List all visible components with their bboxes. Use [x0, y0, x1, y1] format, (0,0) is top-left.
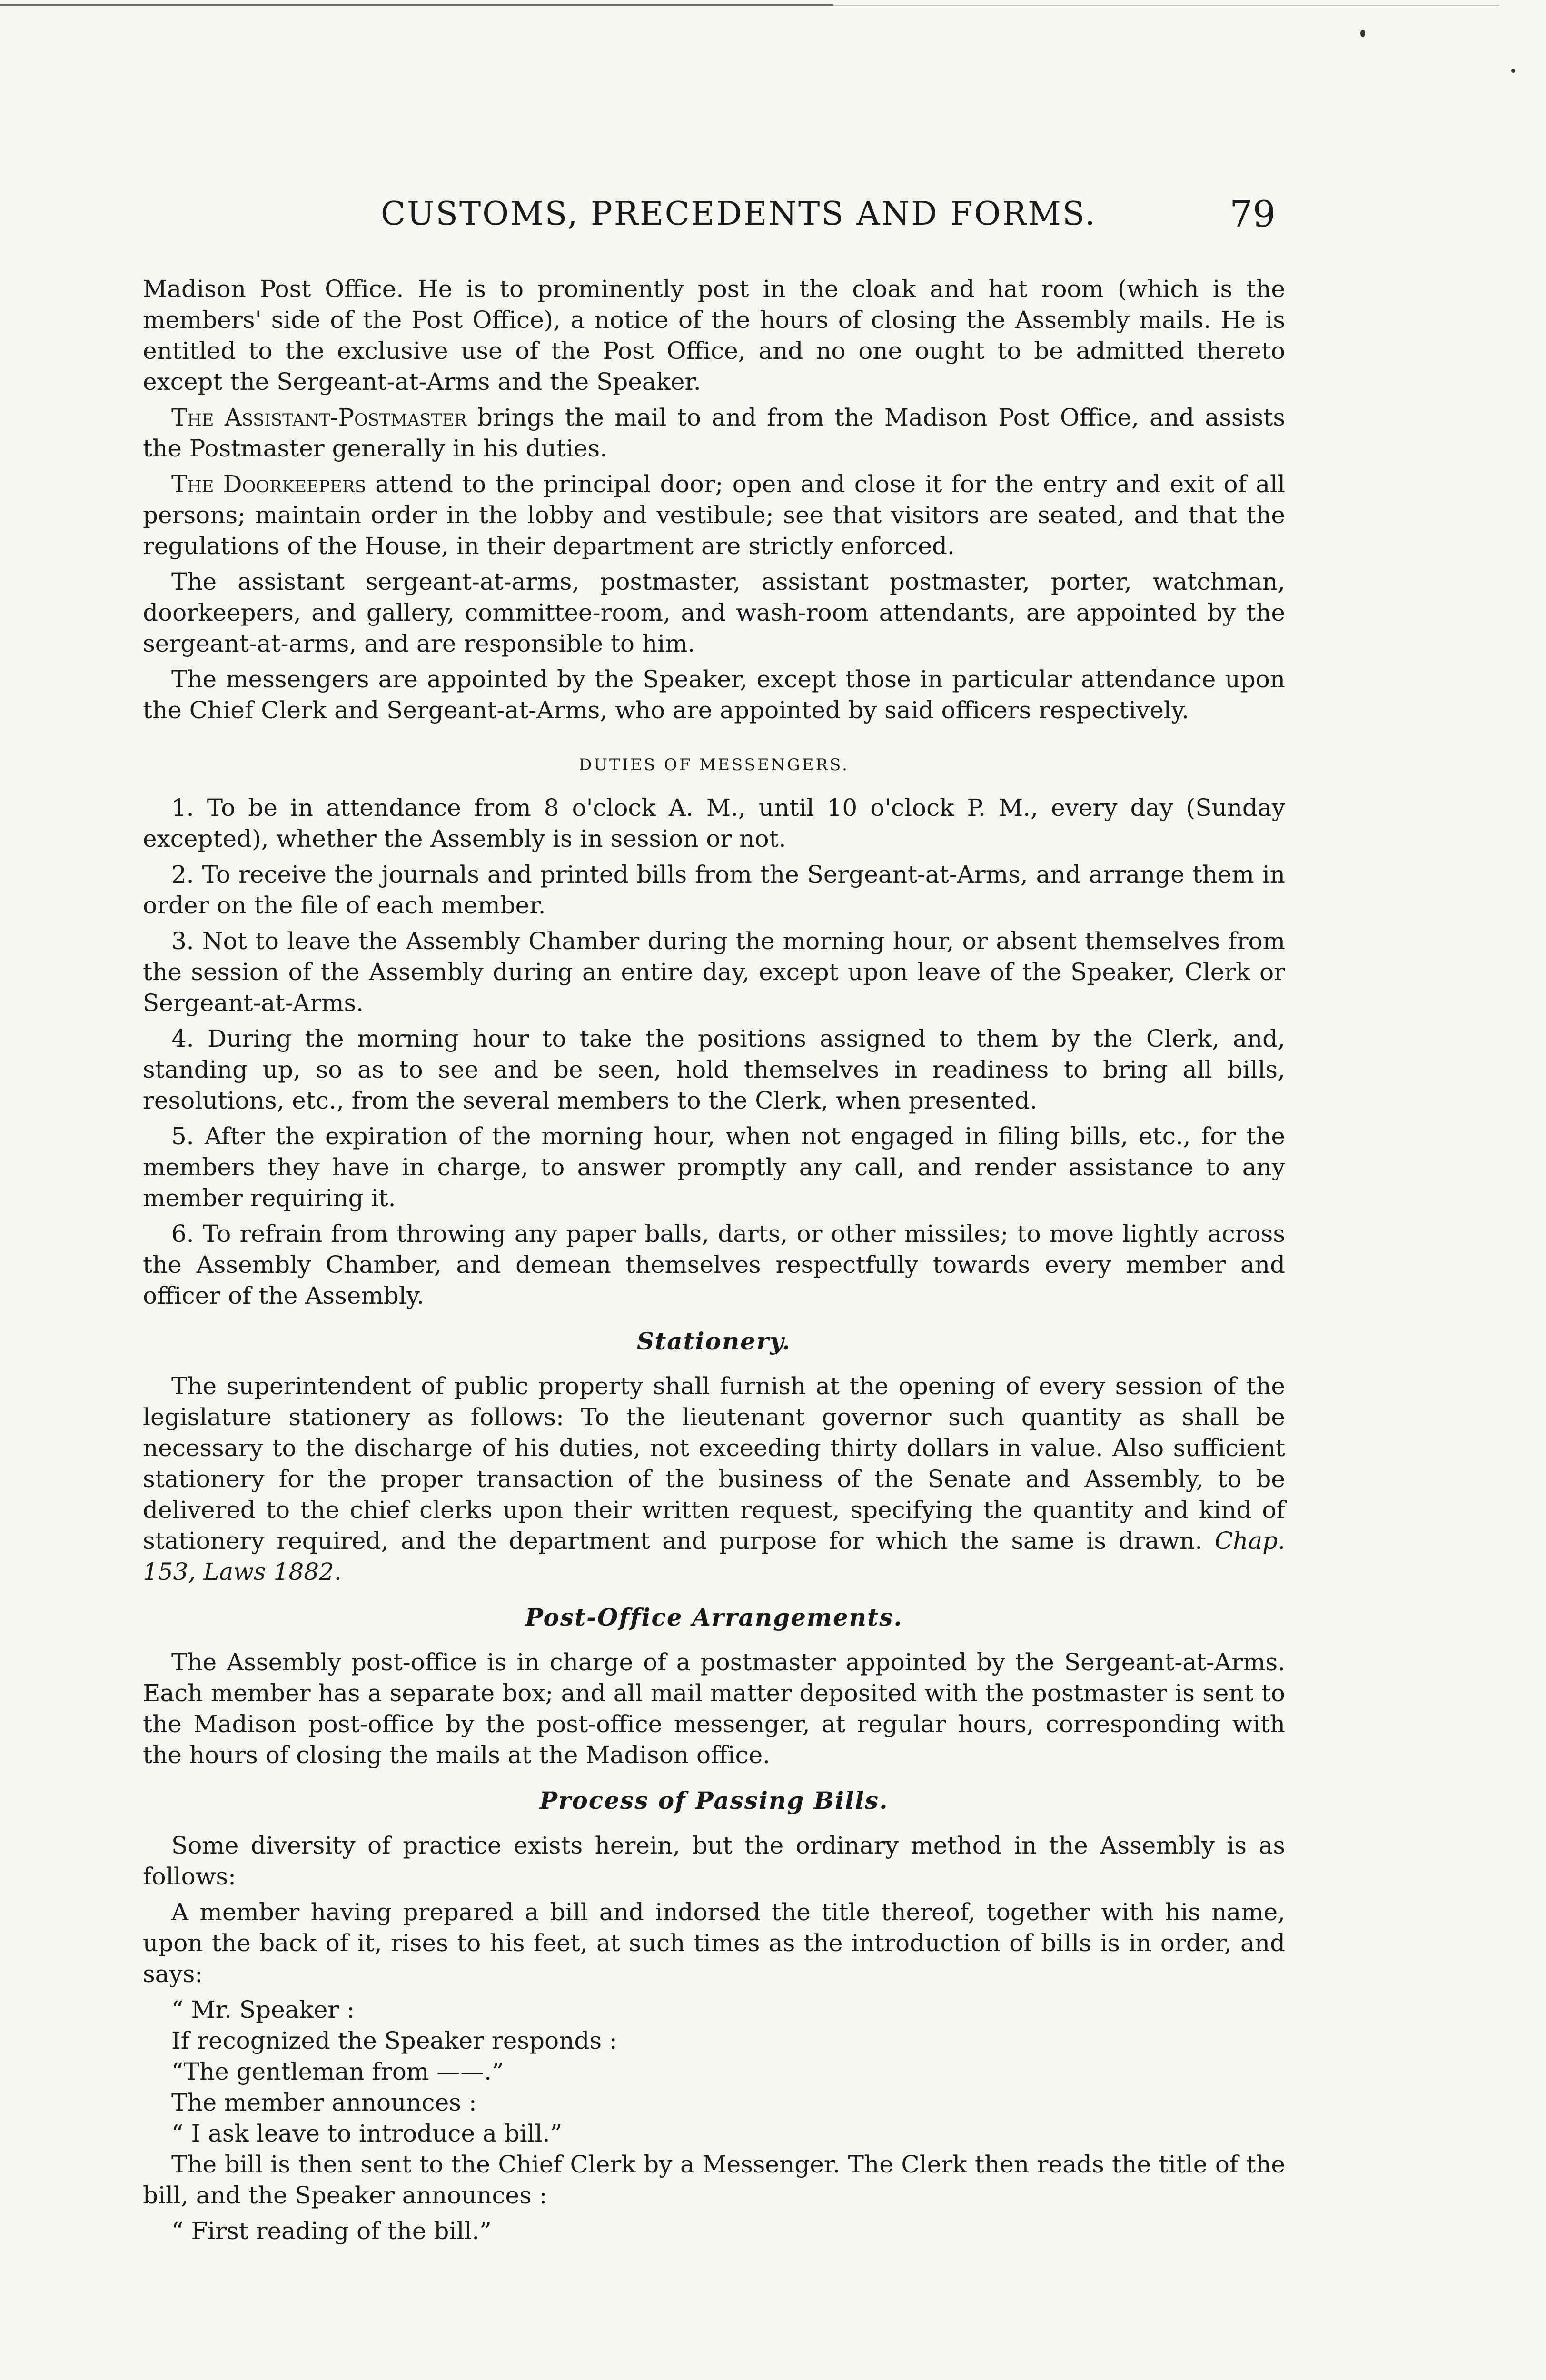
ink-speck: [1511, 69, 1515, 73]
citation-stationery: Chap. 153, Laws 1882.: [143, 1527, 1285, 1586]
paragraph-post-office-continued: Madison Post Office. He is to prominently post in the cloak and hat room (which is the members' side of the Post Office), a notice of the hours of closing the Assembly mails. He is entitled to the exclusive use of the Post Office, and no one ought to be admitted thereto except the Sergeant-at-Arms and the Speaker.: [143, 275, 1285, 396]
running-head: CUSTOMS, PRECEDENTS AND FORMS.: [381, 195, 1097, 233]
lead-doorkeepers: The Doorkeepers: [171, 470, 367, 498]
dialogue-line: “ I ask leave to introduce a bill.”: [171, 2120, 563, 2147]
text-assistant-postmaster: brings the mail to and from the Madison Post Office, and assists the Postmaster generally in his duties.: [143, 404, 1285, 462]
paragraph-bills-procedure: A member having prepared a bill and indorsed the title thereof, together with his name, upon the back of it, rises to his feet, at such times as the introduction of bills is in order, and says:: [143, 1898, 1285, 1988]
top-edge-rule-faint: [833, 5, 1499, 6]
page-header: [143, 195, 1276, 252]
section-heading-stationery: Stationery.: [636, 1327, 792, 1355]
text-stationery: The superintendent of public property shall furnish at the opening of every session of the legislature stationery as follows: To the lieutenant governor such quantity as shall be necessary to the discharge of his duties, not exceeding thirty dollars in value. Also sufficient stationery for the proper transaction of the business of the Senate and Assembly, to be delivered to the chief clerks upon their written request, specifying the quantity and kind of stationery required, and the department and purpose for which the same is drawn.: [143, 1372, 1285, 1555]
duty-item: 5. After the expiration of the morning hour, when not engaged in filing bills, etc., for the members they have in charge, to answer promptly any call, and render assistance to any member requiring it.: [143, 1122, 1285, 1212]
paragraph-doorkeepers: [143, 469, 1285, 562]
duty-item: 3. Not to leave the Assembly Chamber during the morning hour, or absent themselves from the session of the Assembly during an entire day, except upon leave of the Speaker, Clerk or Sergeant-at-Arms.: [143, 927, 1285, 1017]
paragraph-post-office: The Assembly post-office is in charge of a postmaster appointed by the Sergeant-at-Arms. Each member has a separate box; and all mail matter deposited with the postmaster is sent to the Madison post-office by the post-office messenger, at regular hours, corresponding with the hours of closing the mails at the Madison office.: [143, 1648, 1285, 1769]
duty-item: 4. During the morning hour to take the positions assigned to them by the Clerk, and, standing up, so as to see and be seen, hold themselves in readiness to bring all bills, resolutions, etc., from the several members to the Clerk, when presented.: [143, 1025, 1285, 1114]
paragraph-bills-intro: Some diversity of practice exists herein, but the ordinary method in the Assembly is as follows:: [143, 1832, 1285, 1890]
dialogue-line: “The gentleman from ——.”: [171, 2058, 504, 2085]
section-heading-post-office: Post-Office Arrangements.: [525, 1603, 903, 1631]
section-heading-duties: DUTIES OF MESSENGERS.: [579, 755, 849, 774]
lead-assistant-postmaster: The Assistant-Postmaster: [171, 404, 467, 431]
paragraph-messengers: The messengers are appointed by the Speaker, except those in particular attendance upon the Chief Clerk and Sergeant-at-Arms, who are appointed by said officers respectively.: [143, 665, 1285, 724]
ink-speck: [1360, 30, 1365, 37]
dialogue-line: “ First reading of the bill.”: [171, 2217, 492, 2245]
page-body: [143, 274, 1285, 2247]
dialogue-line: The member announces :: [171, 2089, 477, 2116]
top-edge-rule: [0, 4, 833, 6]
page-number: 79: [1229, 193, 1276, 235]
duty-item: 1. To be in attendance from 8 o'clock A. M., until 10 o'clock P. M., every day (Sunday excepted), whether the Assembly is in session or not.: [143, 794, 1285, 853]
text-doorkeepers: attend to the principal door; open and close it for the entry and exit of all persons; maintain order in the lobby and vestibule; see that visitors are seated, and that the regulations of the House, in their department are strictly enforced.: [143, 470, 1285, 560]
paragraph-appointments: The assistant sergeant-at-arms, postmaster, assistant postmaster, porter, watchman, doorkeepers, and gallery, committee-room, and wash-room attendants, are appointed by the sergeant-at-arms, and are responsible to him.: [143, 568, 1285, 657]
paragraph-assistant-postmaster: [143, 402, 1285, 464]
paragraph-stationery: [143, 1371, 1285, 1587]
duty-item: 2. To receive the journals and printed bills from the Sergeant-at-Arms, and arrange them in order on the file of each member.: [143, 861, 1285, 919]
paragraph-bills-reading: The bill is then sent to the Chief Clerk by a Messenger. The Clerk then reads the title of the bill, and the Speaker announces :: [143, 2151, 1285, 2209]
dialogue-line: “ Mr. Speaker :: [171, 1996, 355, 2023]
dialogue-line: If recognized the Speaker responds :: [171, 2027, 617, 2054]
duty-item: 6. To refrain from throwing any paper balls, darts, or other missiles; to move lightly across the Assembly Chamber, and demean themselves respectfully towards every member and officer of the Assembly.: [143, 1220, 1285, 1309]
section-heading-passing-bills: Process of Passing Bills.: [539, 1786, 889, 1815]
